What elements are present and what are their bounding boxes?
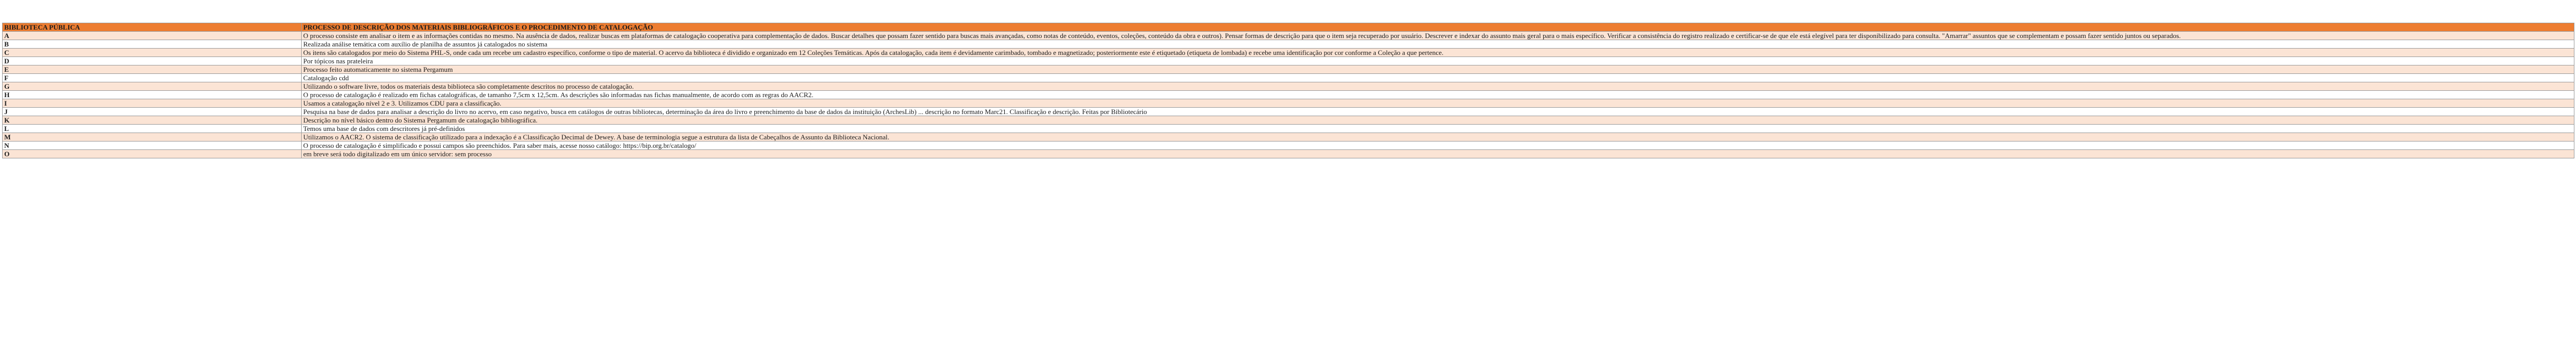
table-row (3, 82, 2574, 91)
spreadsheet-area (2, 23, 2574, 158)
header-library[interactable]: BIBLIOTECA PÚBLICA (3, 23, 302, 32)
library-cell[interactable]: O (3, 150, 302, 158)
process-cell[interactable]: Usamos a catalogação nível 2 e 3. Utilizamos CDU para a classificação. (302, 99, 2574, 108)
process-cell[interactable]: Por tópicos nas prateleira (302, 57, 2574, 65)
table-row (3, 32, 2574, 40)
table-row (3, 142, 2574, 150)
table-row (3, 133, 2574, 142)
library-cell[interactable]: N (3, 142, 302, 150)
table-header-row (3, 23, 2574, 32)
library-cell[interactable]: A (3, 32, 302, 40)
library-cell[interactable]: H (3, 91, 302, 99)
table-row (3, 150, 2574, 158)
library-cell[interactable]: F (3, 74, 302, 82)
header-process[interactable]: PROCESSO DE DESCRIÇÃO DOS MATERIAIS BIBLIOGRÁFICOS E O PROCEDIMENTO DE CATALOGAÇÃO (302, 23, 2574, 32)
process-cell[interactable]: Utilizando o software livre, todos os materiais desta biblioteca são completamente descritos no processo de catalogação. (302, 82, 2574, 91)
library-cell[interactable]: I (3, 99, 302, 108)
table-row (3, 116, 2574, 125)
process-cell[interactable]: Realizada análise temática com auxílio de planilha de assuntos já catalogados no sistema (302, 40, 2574, 49)
process-cell[interactable]: Processo feito automaticamente no sistema Pergamum (302, 65, 2574, 74)
process-cell[interactable]: Descrição no nível básico dentro do Sistema Pergamum de catalogação bibliográfica. (302, 116, 2574, 125)
process-cell[interactable]: Utilizamos o AACR2. O sistema de classificação utilizado para a indexação é a Classificação Decimal de Dewey. A base de terminologia segue a estrutura da lista de Cabeçalhos de Assunto da Biblioteca Nacional. (302, 133, 2574, 142)
process-cell[interactable]: Temos uma base de dados com descritores já pré-definidos (302, 125, 2574, 133)
table-body (3, 32, 2574, 158)
table-row (3, 99, 2574, 108)
library-cell[interactable]: L (3, 125, 302, 133)
library-cell[interactable]: B (3, 40, 302, 49)
library-cell[interactable]: D (3, 57, 302, 65)
table-row (3, 40, 2574, 49)
table-row (3, 108, 2574, 116)
library-cell[interactable]: C (3, 49, 302, 57)
table-row (3, 74, 2574, 82)
process-cell[interactable]: O processo de catalogação é simplificado e possui campos são preenchidos. Para saber mais, acesse nosso catálogo: https://bip.org.br/catalogo/ (302, 142, 2574, 150)
table-row (3, 49, 2574, 57)
process-cell[interactable]: Os itens são catalogados por meio do Sistema PHL-S, onde cada um recebe um cadastro específico, conforme o tipo de material. O acervo da biblioteca é dividido e organizado em 12 Coleções Temáticas. Após da catalogação, cada item é devidamente carimbado, tombado e magnetizado; posteriormente este é etiquetado (etiqueta de lombada) e recebe uma identificação por cor conforme a Coleção a que pertence. (302, 49, 2574, 57)
library-cell[interactable]: E (3, 65, 302, 74)
library-cell[interactable]: M (3, 133, 302, 142)
process-cell[interactable]: O processo consiste em analisar o item e as informações contidas no mesmo. Na ausência de dados, realizar buscas em plataformas de catalogação cooperativa para complementação de dados. Buscar detalhes que possam fazer sentido para buscas mais avançadas, como notas de conteúdo, eventos, coleções, conteúdo da obra e outros). Pensar formas de descrição para que o item seja recuperado por usuário. Descrever e indexar do assunto mais geral para o mais específico. Verificar a consistência do registro realizado e certificar-se de que ele está elegível para ter disponibilizado para consulta. "Amarrar" assuntos que se complementam e possam fazer sentido juntos ou separados. (302, 32, 2574, 40)
process-cell[interactable]: O processo de catalogação é realizado em fichas catalográficas, de tamanho 7,5cm x 12,5cm. As descrições são informadas nas fichas manualmente, de acordo com as regras do AACR2. (302, 91, 2574, 99)
library-cell[interactable]: G (3, 82, 302, 91)
process-cell[interactable]: Pesquisa na base de dados para analisar a descrição do livro no acervo, em caso negativo, busca em catálogos de outras bibliotecas, determinação da área do livro e preenchimento da base de dados da instituição (ArchesLib) ... descrição no formato Marc21. Classificação e descrição. Feitas por Bibliotecário (302, 108, 2574, 116)
table-row (3, 125, 2574, 133)
library-cell[interactable]: K (3, 116, 302, 125)
table-row (3, 91, 2574, 99)
process-cell[interactable]: em breve será todo digitalizado em um único servidor: sem processo (302, 150, 2574, 158)
process-cell[interactable]: Catalogação cdd (302, 74, 2574, 82)
table-row (3, 65, 2574, 74)
library-cell[interactable]: J (3, 108, 302, 116)
table-row (3, 57, 2574, 65)
catalog-process-table (2, 23, 2574, 158)
